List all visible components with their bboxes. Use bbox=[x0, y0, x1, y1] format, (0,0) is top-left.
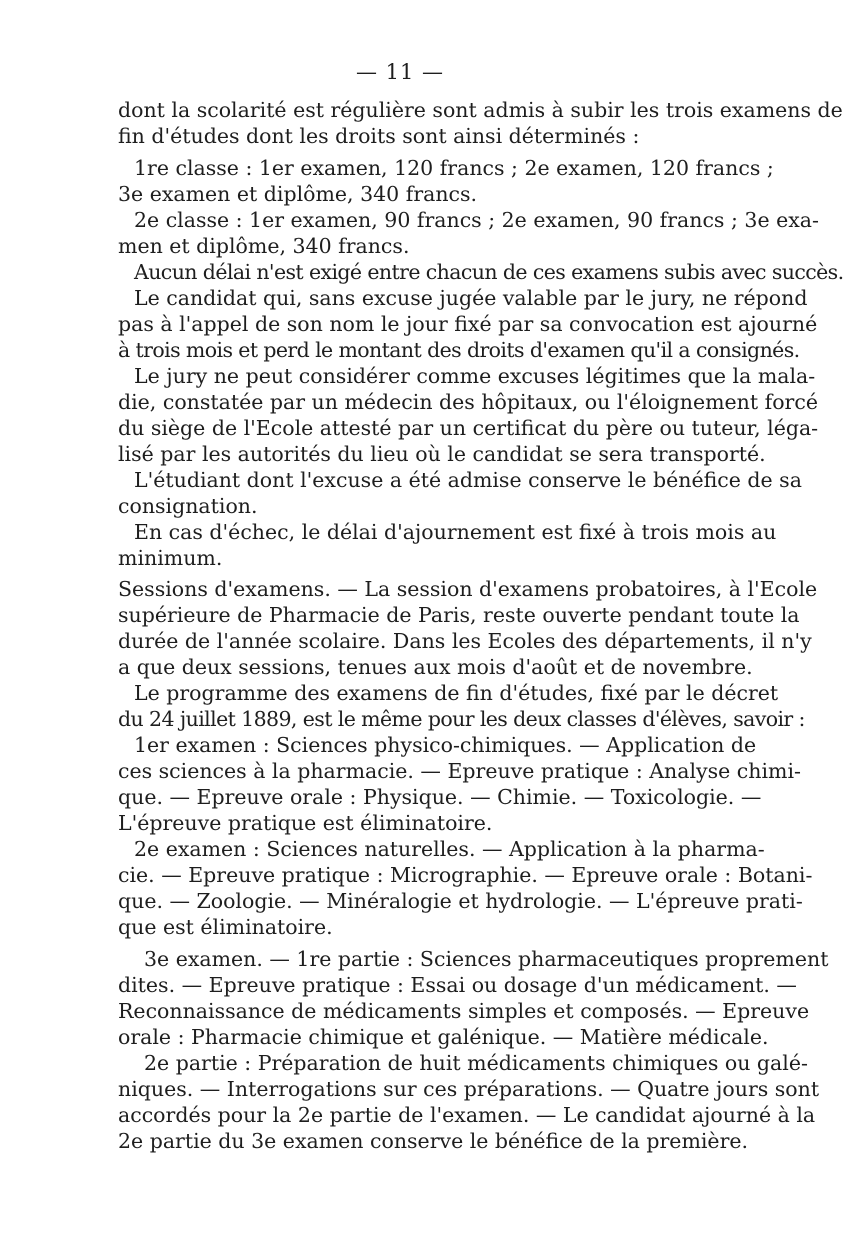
text-line: orale : Pharmacie chimique et galénique. — Matière médicale. bbox=[118, 1025, 769, 1049]
text-line: que. — Zoologie. — Minéralogie et hydrologie. — L'épreuve prati- bbox=[118, 889, 803, 913]
text-line: cie. — Epreuve pratique : Micrographie. — Epreuve orale : Botani- bbox=[118, 863, 813, 887]
text-line: die, constatée par un médecin des hôpitaux, ou l'éloignement forcé bbox=[118, 390, 818, 414]
text-line: pas à l'appel de son nom le jour fixé par sa convocation est ajourné bbox=[118, 312, 818, 336]
text-line: Reconnaissance de médicaments simples et composés. — Epreuve bbox=[118, 999, 810, 1023]
text-line: que. — Epreuve orale : Physique. — Chimie. — Toxicologie. — bbox=[118, 785, 762, 809]
text-line: consignation. bbox=[118, 494, 258, 518]
text-line: En cas d'échec, le délai d'ajournement est fixé à trois mois au bbox=[134, 520, 777, 544]
text-line: Aucun délai n'est exigé entre chacun de ces examens subis avec succès. bbox=[134, 260, 843, 284]
text-line: supérieure de Pharmacie de Paris, reste ouverte pendant toute la bbox=[118, 603, 800, 627]
text-line: accordés pour la 2e partie de l'examen. — Le candidat ajourné à la bbox=[118, 1103, 816, 1127]
text-line: que est éliminatoire. bbox=[118, 915, 333, 939]
text-line: 2e classe : 1er examen, 90 francs ; 2e examen, 90 francs ; 3e exa- bbox=[134, 208, 819, 232]
text-line: L'étudiant dont l'excuse a été admise conserve le bénéfice de sa bbox=[134, 468, 802, 492]
text-line: 2e examen : Sciences naturelles. — Application à la pharma- bbox=[134, 837, 765, 861]
text-line: Le programme des examens de fin d'études, fixé par le décret bbox=[134, 681, 779, 705]
text-line: Le candidat qui, sans excuse jugée valable par le jury, ne répond bbox=[134, 286, 808, 310]
text-line: men et diplôme, 340 francs. bbox=[118, 234, 410, 258]
text-line: niques. — Interrogations sur ces préparations. — Quatre jours sont bbox=[118, 1077, 820, 1101]
text-line: du 24 juillet 1889, est le même pour les deux classes d'élèves, savoir : bbox=[118, 707, 805, 731]
text-line: ces sciences à la pharmacie. — Epreuve pratique : Analyse chimi- bbox=[118, 759, 801, 783]
text-line: 3e examen. — 1re partie : Sciences pharmaceutiques proprement bbox=[144, 947, 829, 971]
text-line: 2e partie : Préparation de huit médicaments chimiques ou galé- bbox=[144, 1051, 808, 1075]
text-line: 1re classe : 1er examen, 120 francs ; 2e examen, 120 francs ; bbox=[134, 156, 774, 180]
text-line: lisé par les autorités du lieu où le candidat se sera transporté. bbox=[118, 442, 766, 466]
text-line: à trois mois et perd le montant des droits d'examen qu'il a consignés. bbox=[118, 338, 800, 362]
text-line: dont la scolarité est régulière sont admis à subir les trois examens de bbox=[118, 98, 843, 122]
text-line: Le jury ne peut considérer comme excuses légitimes que la mala- bbox=[134, 364, 816, 388]
text-line: durée de l'année scolaire. Dans les Ecoles des départements, il n'y bbox=[118, 629, 812, 653]
text-line: 3e examen et diplôme, 340 francs. bbox=[118, 182, 478, 206]
text-line: Sessions d'examens. — La session d'examens probatoires, à l'Ecole bbox=[118, 577, 818, 601]
text-line: fin d'études dont les droits sont ainsi déterminés : bbox=[118, 124, 640, 148]
page-number: — 11 — bbox=[355, 60, 445, 84]
text-line: 1er examen : Sciences physico-chimiques. — Application de bbox=[134, 733, 757, 757]
text-line: minimum. bbox=[118, 546, 223, 570]
text-line: du siège de l'Ecole attesté par un certificat du père ou tuteur, léga- bbox=[118, 416, 819, 440]
text-line: 2e partie du 3e examen conserve le bénéfice de la première. bbox=[118, 1129, 749, 1153]
text-line: dites. — Epreuve pratique : Essai ou dosage d'un médicament. — bbox=[118, 973, 797, 997]
text-line: a que deux sessions, tenues aux mois d'août et de novembre. bbox=[118, 655, 753, 679]
text-line: L'épreuve pratique est éliminatoire. bbox=[118, 811, 493, 835]
